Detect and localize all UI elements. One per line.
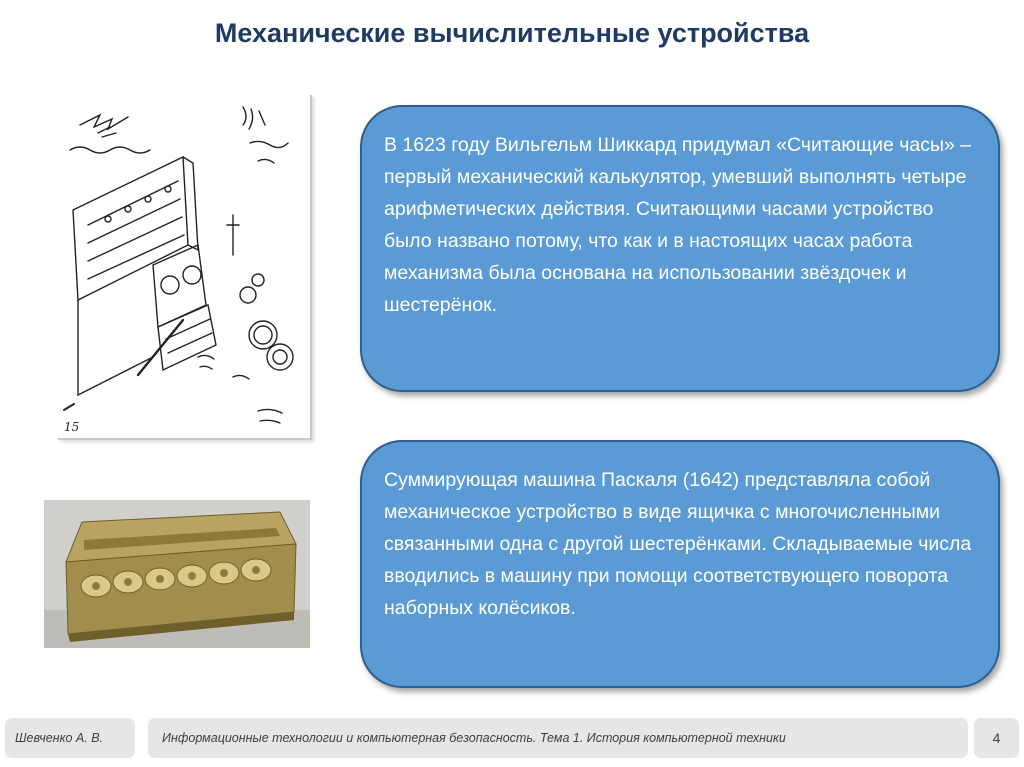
pascal-machine-photo xyxy=(44,500,310,648)
pascal-info-bubble xyxy=(360,440,1000,688)
footer-author: Шевченко А. В. xyxy=(5,718,135,758)
schickard-drawing xyxy=(58,95,310,438)
sketch-page-mark: 15 xyxy=(64,420,80,434)
slide-title: Механические вычислительные устройства xyxy=(214,18,810,48)
pascaline-illustration xyxy=(44,500,310,648)
schickard-info-bubble xyxy=(360,105,1000,392)
schickard-description: В 1623 году Вильгельм Шиккард придумал «Считающие часы» – первый механический калькулятор, умевший выполнять четыре арифметических действия. Считающими часами устройство было названо потому, что как и в настоящих часах работа механизма была основана на использовании звёздочек и шестерёнок. xyxy=(384,134,972,316)
footer-page-number: 4 xyxy=(974,718,1019,758)
footer-course-title: Информационные технологии и компьютерная безопасность. Тема 1. История компьютерной техники xyxy=(148,718,968,758)
schickard-sketch-image xyxy=(58,95,312,440)
pascal-description: Суммирующая машина Паскаля (1642) представляла собой механическое устройство в виде ящичка с многочисленными связанными одна с другой шестерёнками. Складываемые числа вводились в машину при помощи соответствующего поворота наборных колёсиков. xyxy=(384,469,972,619)
